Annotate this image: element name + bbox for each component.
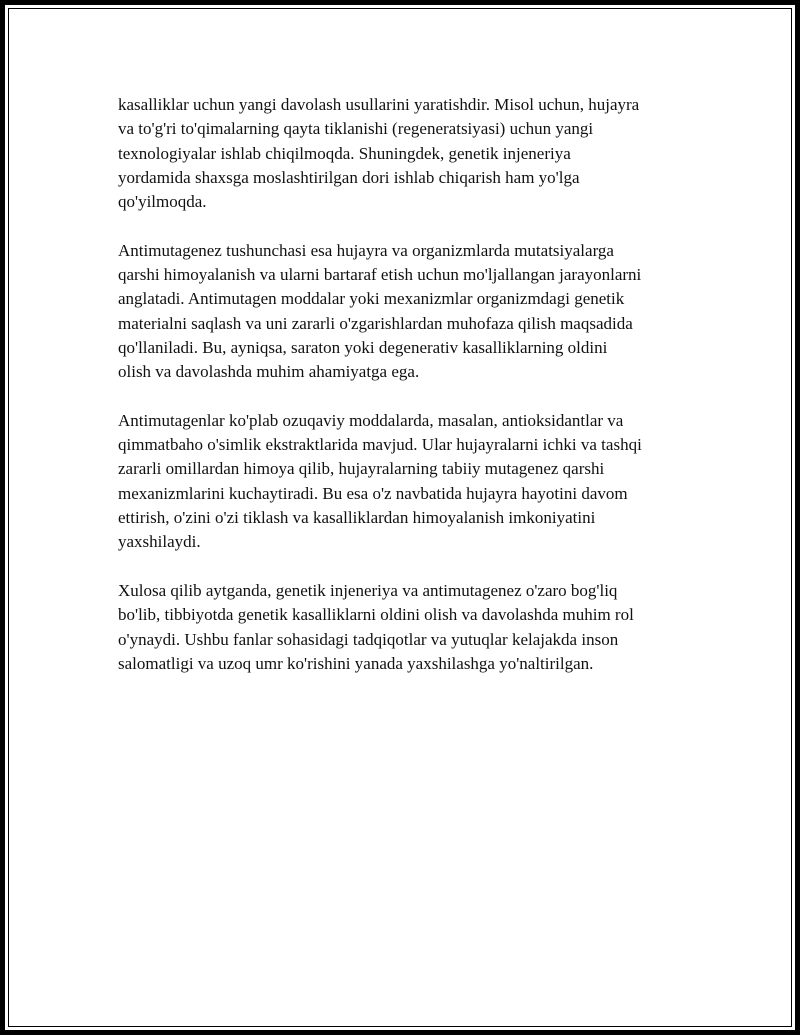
text-line: yaxshilaydi. <box>118 532 201 552</box>
text-line: qo'yilmoqda. <box>118 192 207 212</box>
text-line: Xulosa qilib aytganda, genetik injeneriya va antimutagenez o'zaro bog'liq <box>118 580 618 600</box>
text-line: va to'g'ri to'qimalarning qayta tiklanishi (regeneratsiyasi) uchun yangi <box>118 119 594 139</box>
paragraph-1 <box>118 93 698 214</box>
text-line: qo'llaniladi. Bu, ayniqsa, saraton yoki degenerativ kasalliklarning oldini <box>118 337 608 357</box>
text-line: Antimutagenlar ko'plab ozuqaviy moddalarda, masalan, antioksidantlar va <box>118 410 624 430</box>
text-line: anglatadi. Antimutagen moddalar yoki mexanizmlar organizmdagi genetik <box>118 289 625 309</box>
text-line: Antimutagenez tushunchasi esa hujayra va organizmlarda mutatsiyalarga <box>118 240 614 260</box>
text-line: qimmatbaho o'simlik ekstraktlarida mavjud. Ular hujayralarni ichki va tashqi <box>118 435 642 455</box>
text-line: qarshi himoyalanish va ularni bartaraf etish uchun mo'ljallangan jarayonlarni <box>118 265 642 285</box>
paragraph-2 <box>118 239 698 385</box>
text-line: salomatligi va uzoq umr ko'rishini yanada yaxshilashga yo'naltirilgan. <box>118 653 594 673</box>
text-line: bo'lib, tibbiyotda genetik kasalliklarni oldini olish va davolashda muhim rol <box>118 605 634 625</box>
paragraph-4 <box>118 579 698 676</box>
text-line: zararli omillardan himoya qilib, hujayralarning tabiiy mutagenez qarshi <box>118 459 605 479</box>
text-line: materialni saqlash va uni zararli o'zgarishlardan muhofaza qilish maqsadida <box>118 313 633 333</box>
text-line: olish va davolashda muhim ahamiyatga ega. <box>118 362 420 382</box>
document-body <box>118 93 698 700</box>
text-line: yordamida shaxsga moslashtirilgan dori ishlab chiqarish ham yo'lga <box>118 167 580 187</box>
text-line: ettirish, o'zini o'zi tiklash va kasalliklardan himoyalanish imkoniyatini <box>118 508 596 528</box>
paragraph-3 <box>118 409 698 555</box>
text-line: mexanizmlarini kuchaytiradi. Bu esa o'z navbatida hujayra hayotini davom <box>118 483 628 503</box>
text-line: o'ynaydi. Ushbu fanlar sohasidagi tadqiqotlar va yutuqlar kelajakda inson <box>118 629 619 649</box>
text-line: texnologiyalar ishlab chiqilmoqda. Shuningdek, genetik injeneriya <box>118 143 571 163</box>
text-line: kasalliklar uchun yangi davolash usullarini yaratishdir. Misol uchun, hujayra <box>118 95 640 114</box>
